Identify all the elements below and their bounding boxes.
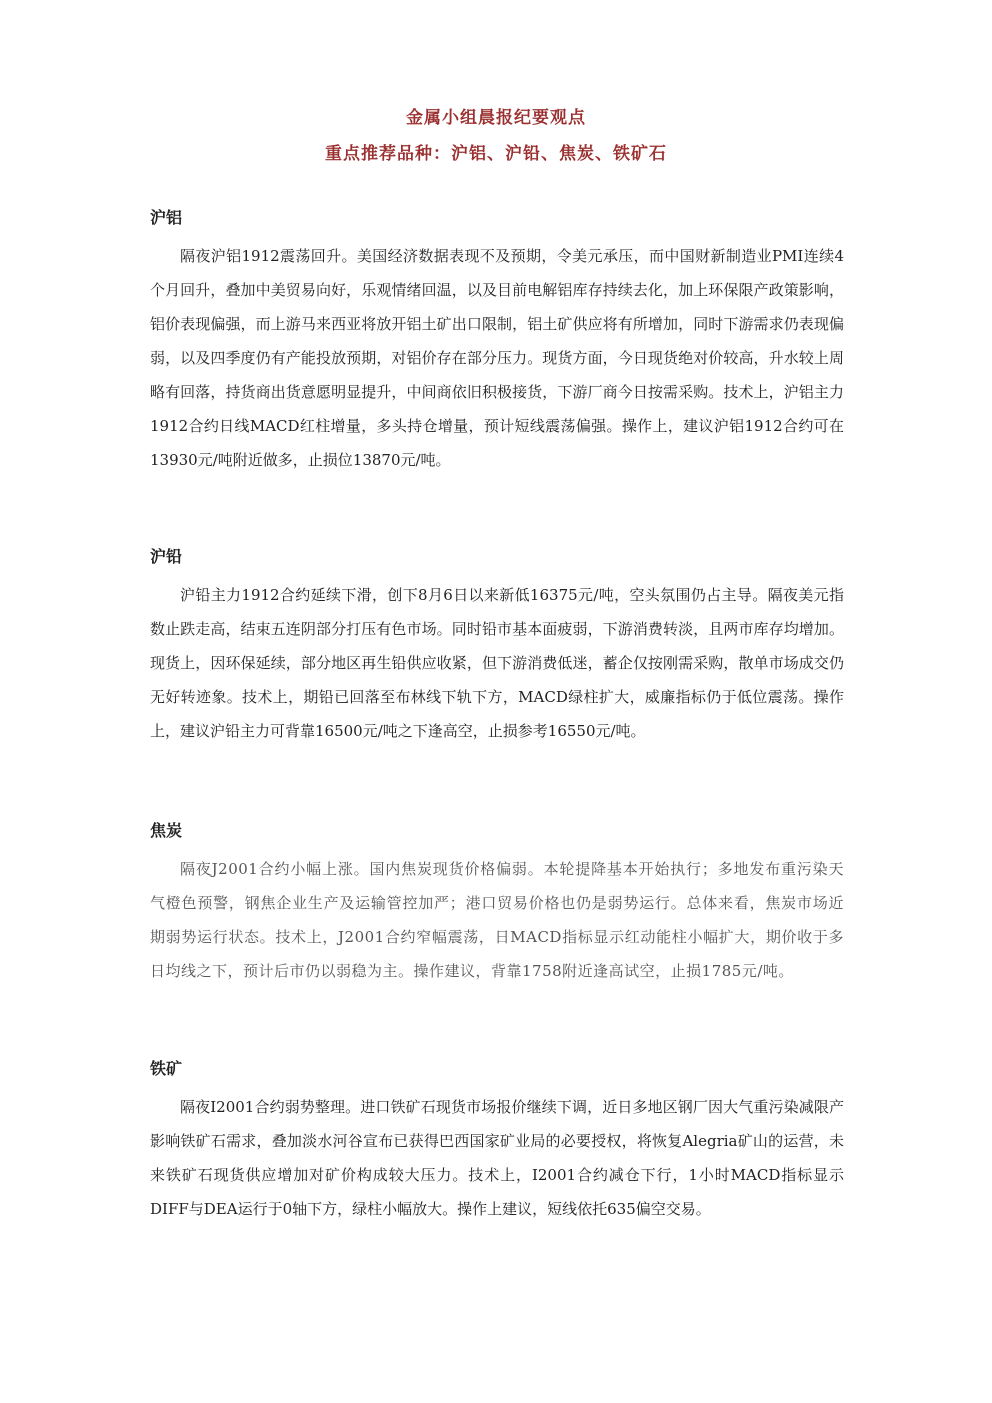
section-body: 隔夜I2001合约弱势整理。进口铁矿石现货市场报价继续下调，近日多地区钢厂因大气重污染减限产影响铁矿石需求，叠加淡水河谷宣布已获得巴西国家矿业局的必要授权，将恢复Alegria矿山的运营，未来铁矿石现货供应增加对矿价构成较大压力。技术上，I2001合约减仓下行，1小时MACD指标显示DIFF与DEA运行于0轴下方，绿柱小幅放大。操作上建议，短线依托635偏空交易。 [150, 1098, 844, 1218]
title-block [0, 103, 992, 169]
section-body: 隔夜J2001合约小幅上涨。国内焦炭现货价格偏弱。本轮提降基本开始执行；多地发布重污染天气橙色预警，钢焦企业生产及运输管控加严；港口贸易价格也仍是弱势运行。总体来看，焦炭市场近期弱势运行状态。技术上，J2001合约窄幅震荡，日MACD指标显示红动能柱小幅扩大，期价收于多日均线之下，预计后市仍以弱稳为主。操作建议，背靠1758附近逢高试空，止损1785元/吨。 [150, 860, 844, 980]
section-lead [150, 546, 844, 748]
section-coke [150, 820, 844, 988]
page-subtitle: 重点推荐品种：沪铝、沪铅、焦炭、铁矿石 [325, 144, 667, 164]
page-title: 金属小组晨报纪要观点 [406, 108, 586, 128]
section-body: 沪铅主力1912合约延续下滑，创下8月6日以来新低16375元/吨，空头氛围仍占主导。隔夜美元指数止跌走高，结束五连阴部分打压有色市场。同时铅市基本面疲弱，下游消费转淡，且两市库存均增加。现货上，因环保延续，部分地区再生铅供应收紧，但下游消费低迷，蓄企仅按刚需采购，散单市场成交仍无好转迹象。技术上，期铅已回落至布林线下轨下方，MACD绿柱扩大，威廉指标仍于低位震荡。操作上，建议沪铅主力可背靠16500元/吨之下逢高空，止损参考16550元/吨。 [150, 586, 844, 740]
section-aluminum [150, 207, 844, 477]
section-iron-ore [150, 1058, 844, 1226]
section-heading: 焦炭 [150, 821, 183, 840]
section-body: 隔夜沪铝1912震荡回升。美国经济数据表现不及预期，令美元承压，而中国财新制造业PMI连续4个月回升，叠加中美贸易向好，乐观情绪回温，以及目前电解铝库存持续去化，加上环保限产政策影响，铝价表现偏强，而上游马来西亚将放开铝土矿出口限制，铝土矿供应将有所增加，同时下游需求仍表现偏弱，以及四季度仍有产能投放预期，对铝价存在部分压力。现货方面，今日现货绝对价较高，升水较上周略有回落，持货商出货意愿明显提升，中间商依旧积极接货，下游厂商今日按需采购。技术上，沪铝主力1912合约日线MACD红柱增量，多头持仓增量，预计短线震荡偏强。操作上，建议沪铝1912合约可在13930元/吨附近做多，止损位13870元/吨。 [150, 247, 844, 469]
section-heading: 铁矿 [150, 1059, 183, 1078]
section-heading: 沪铝 [150, 208, 183, 227]
section-heading: 沪铅 [150, 547, 183, 566]
